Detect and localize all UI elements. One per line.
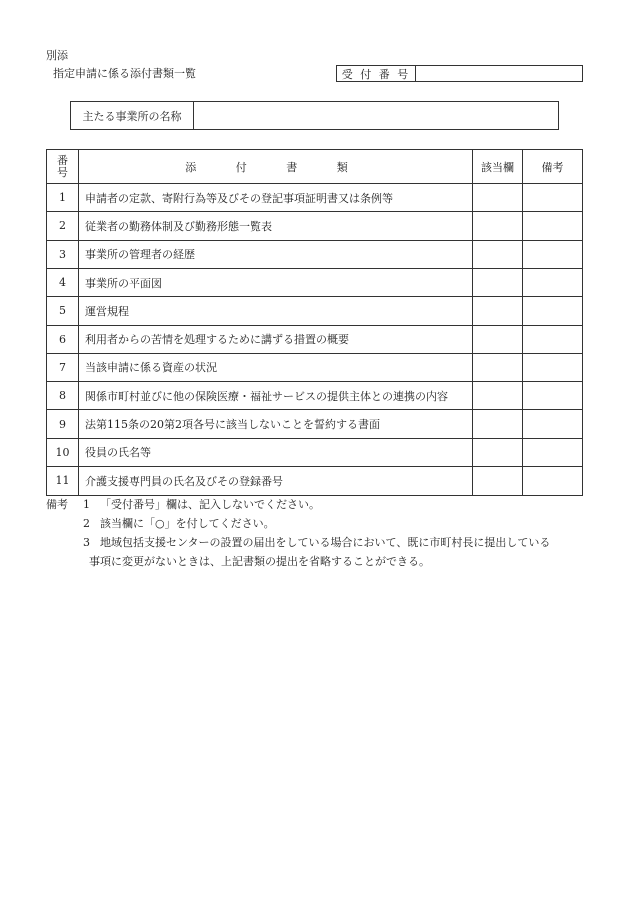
header-number [47, 150, 78, 183]
row-number: 2 [59, 219, 66, 233]
header-number-top: 番 [57, 153, 68, 167]
header-document: 添 付 書 類 [185, 160, 366, 174]
row-applicable-cell[interactable] [473, 241, 522, 268]
row-document-name: 従業者の勤務体制及び勤務形態一覧表 [85, 219, 272, 233]
row-applicable-cell[interactable] [473, 297, 522, 324]
row-number: 10 [55, 445, 70, 459]
note-2-text: 該当欄に「○」を付してください。 [100, 517, 275, 530]
row-remarks-cell[interactable] [523, 467, 582, 494]
row-remarks-cell[interactable] [523, 184, 582, 211]
row-number: 9 [59, 417, 66, 431]
row-applicable-cell[interactable] [473, 212, 522, 239]
document-subtitle: 指定申請に係る添付書類一覧 [53, 67, 196, 80]
row-document-name: 当該申請に係る資産の状況 [85, 361, 217, 375]
row-number: 8 [59, 389, 66, 403]
attachment-table [46, 149, 583, 496]
row-applicable-cell[interactable] [473, 354, 522, 381]
row-remarks-cell[interactable] [523, 212, 582, 239]
row-document-name: 申請者の定款、寄附行為等及びその登記事項証明書又は条例等 [85, 191, 393, 205]
office-name-field[interactable] [194, 102, 558, 129]
row-applicable-cell[interactable] [473, 439, 522, 466]
row-remarks-cell[interactable] [523, 382, 582, 409]
header-remarks: 備考 [541, 160, 564, 174]
row-remarks-cell[interactable] [523, 297, 582, 324]
row-number: 3 [59, 247, 66, 261]
receipt-number-box [336, 65, 583, 82]
row-document-name: 役員の氏名等 [85, 446, 151, 460]
row-number: 11 [55, 474, 70, 488]
row-remarks-cell[interactable] [523, 269, 582, 296]
row-number: 1 [59, 191, 66, 205]
note-2-number: 2 [83, 517, 90, 530]
note-3-continuation: 事項に変更がないときは、上記書類の提出を省略することができる。 [89, 555, 430, 568]
note-3-number: 3 [83, 536, 90, 549]
notes-label: 備考 [46, 498, 68, 511]
row-document-name: 運営規程 [85, 304, 129, 318]
receipt-number-field[interactable] [416, 66, 582, 81]
row-applicable-cell[interactable] [473, 382, 522, 409]
receipt-number-label: 受 付 番 号 [341, 67, 411, 81]
row-applicable-cell[interactable] [473, 326, 522, 353]
row-remarks-cell[interactable] [523, 439, 582, 466]
row-document-name: 関係市町村並びに他の保険医療・福祉サービスの提供主体との連携の内容 [85, 389, 448, 403]
row-applicable-cell[interactable] [473, 269, 522, 296]
row-document-name: 法第115条の20第2項各号に該当しないことを誓約する書面 [85, 418, 380, 432]
header-applicable: 該当欄 [481, 160, 514, 174]
row-document-name: 利用者からの苦情を処理するために講ずる措置の概要 [85, 333, 349, 347]
row-applicable-cell[interactable] [473, 184, 522, 211]
row-number: 7 [59, 360, 66, 374]
row-remarks-cell[interactable] [523, 241, 582, 268]
note-1-number: 1 [83, 498, 90, 511]
row-number: 4 [59, 276, 66, 290]
header-number-bottom: 号 [57, 165, 68, 179]
office-name-label: 主たる事業所の名称 [82, 109, 182, 123]
row-document-name: 事業所の平面図 [85, 276, 162, 290]
row-number: 5 [59, 304, 66, 318]
row-number: 6 [59, 332, 66, 346]
note-1-text: 「受付番号」欄は、記入しないでください。 [100, 498, 320, 511]
row-remarks-cell[interactable] [523, 326, 582, 353]
row-applicable-cell[interactable] [473, 410, 522, 437]
row-document-name: 事業所の管理者の経歴 [85, 248, 195, 262]
office-name-box [70, 101, 559, 130]
row-document-name: 介護支援専門員の氏名及びその登録番号 [85, 474, 283, 488]
attachment-label: 別添 [46, 49, 68, 62]
row-remarks-cell[interactable] [523, 410, 582, 437]
row-remarks-cell[interactable] [523, 354, 582, 381]
note-3-text: 地域包括支援センターの設置の届出をしている場合において、既に市町村長に提出している [100, 536, 551, 549]
row-applicable-cell[interactable] [473, 467, 522, 494]
